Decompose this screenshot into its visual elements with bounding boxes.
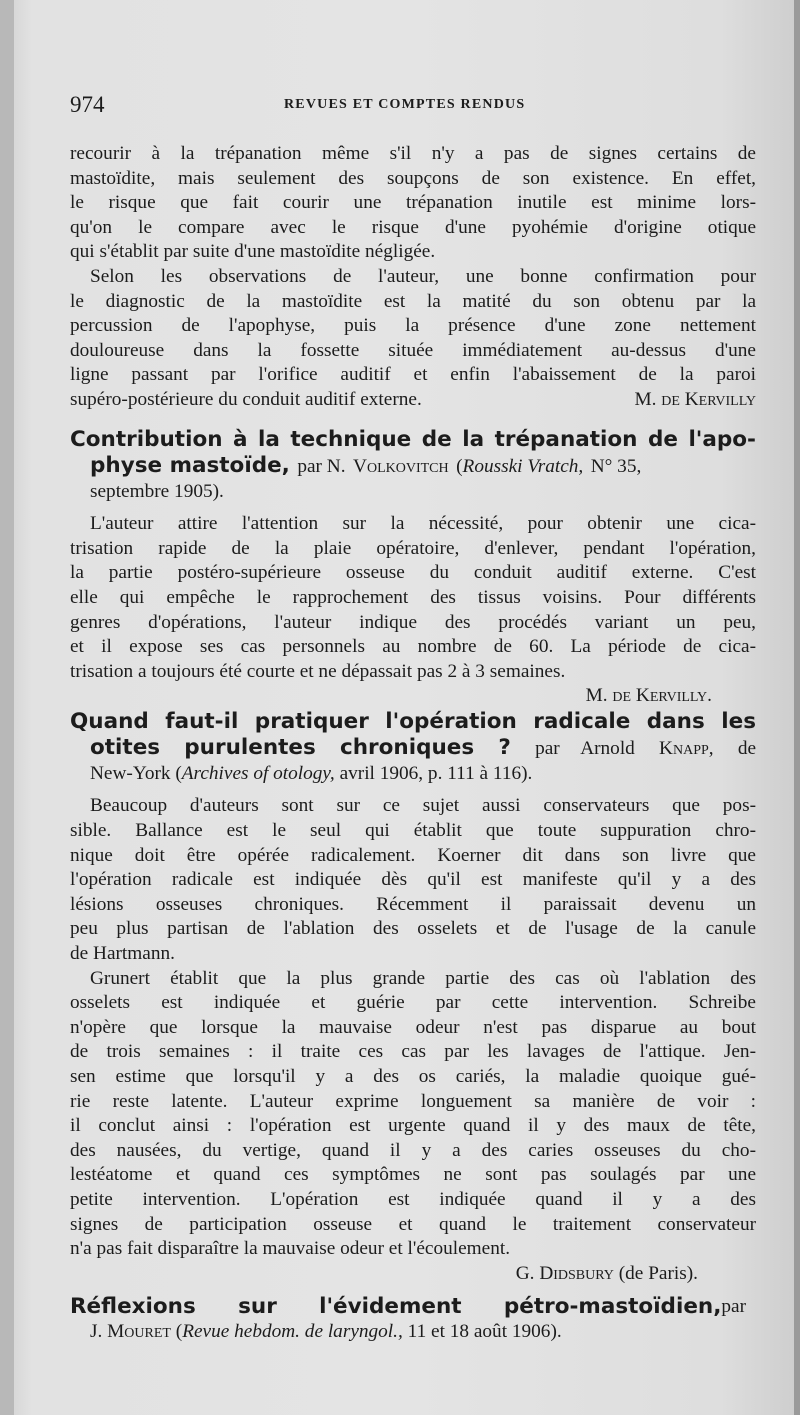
text-line: ligne passant par l'orifice auditif et enfin l'abaissement de la paroi: [70, 364, 756, 386]
article-title-line: [70, 1294, 756, 1320]
text-line: n'a pas fait disparaître la mauvaise odeur et l'écoulement.: [70, 1238, 511, 1260]
intro-section: [70, 142, 756, 413]
title-fragment: physe mastoïde,: [90, 452, 290, 478]
text-line: lestéatome et quand ces symptômes ne sont pas soulagés par une: [70, 1164, 756, 1186]
place: New-York (: [90, 762, 182, 784]
signature-name: Didsbury: [539, 1262, 614, 1284]
article-title: Réflexions sur l'évidement pétro-mastoïdien,: [70, 1294, 722, 1320]
text-line: Grunert établit que la plus grande partie des cas où l'ablation des: [90, 967, 756, 989]
article-title-continued: physe mastoïde, par N. Volkovitch (Rousski Vratch, N° 35,: [90, 452, 642, 478]
scan-edge-right: [794, 0, 800, 1415]
source-journal: Rousski Vratch,: [462, 455, 584, 477]
article-title: Contribution à la technique de la trépanation de l'apo-: [70, 426, 756, 452]
signature: M. de Kervilly: [634, 388, 756, 410]
source-line: [70, 1320, 756, 1345]
text-line: sen estime que lorsqu'il y a des os cariés, la maladie quoique gué-: [70, 1066, 756, 1087]
source-journal: Revue hebdom. de laryngol.,: [182, 1321, 403, 1343]
byline-by: par N.: [297, 455, 346, 477]
title-fragment: otites purulentes chroniques ?: [90, 734, 511, 760]
text-line: la partie postéro-supérieure osseuse du conduit auditif externe. C'est: [70, 562, 756, 584]
text-line: sible. Ballance est le seul qui établit que toute suppuration chro-: [70, 820, 756, 842]
signature-initial: G.: [515, 1262, 535, 1284]
text-line: n'opère que lorsque la mauvaise odeur n'est pas disparue au bout: [70, 1016, 756, 1038]
author: Volkovitch: [353, 455, 449, 477]
byline-by: par: [721, 1296, 746, 1318]
text-line: de Hartmann.: [70, 943, 175, 965]
text-line: douloureuse dans la fossette située immédiatement au-dessus d'une: [70, 339, 756, 361]
text-line: elle qui empêche le rapprochement des tissus voisins. Pour différents: [70, 586, 756, 608]
article-title-continued: [70, 735, 756, 762]
text-line: le diagnostic de la mastoïdite est la matité du son obtenu par la: [70, 290, 756, 312]
issue-number: N° 35,: [590, 455, 642, 477]
text-line: lésions osseuses chroniques. Récemment il paraissait devenu un: [70, 893, 756, 915]
signature: [70, 1262, 756, 1287]
text-line: recourir à la trépanation même s'il n'y a pas de signes certains de: [70, 143, 756, 164]
text-line: il conclut ainsi : l'opération est urgente quand il y des maux de tête,: [70, 1115, 756, 1137]
text-line: le risque que fait courir une trépanation inutile est minime lors-: [70, 192, 756, 214]
text-line: genres d'opérations, l'auteur indique des procédés variant un peu,: [70, 611, 756, 633]
text-line: de trois semaines : il traite ces cas par les lavages de l'attique. Jen-: [70, 1041, 756, 1063]
text-line-with-signature: [70, 388, 756, 413]
text-line: petite intervention. L'opération est indiquée quand il y a des: [70, 1188, 756, 1210]
page-body: [70, 142, 756, 1345]
signature-place: (de Paris).: [618, 1262, 698, 1284]
author: Knapp,: [659, 737, 714, 759]
text-line: Selon les observations de l'auteur, une bonne confirmation pour: [90, 265, 756, 287]
text-line: percussion de l'apophyse, puis la présence d'une zone nettement: [70, 315, 756, 337]
reference: 11 et 18 août 1906).: [407, 1321, 562, 1343]
article-title: Quand faut-il pratiquer l'opération radicale dans les: [70, 708, 756, 734]
text-line: qu'on le compare avec le risque d'une pyohémie d'origine otique: [70, 216, 756, 238]
text-line: et il expose ses cas personnels au nombre de 60. La période de cica-: [70, 636, 756, 658]
text-fragment: supéro-postérieure du conduit auditif externe.: [70, 388, 422, 410]
text-line: L'auteur attire l'attention sur la nécessité, pour obtenir une cica-: [90, 513, 756, 535]
text-line: Beaucoup d'auteurs sont sur ce sujet aussi conservateurs que pos-: [90, 795, 756, 817]
scan-edge-left: [0, 0, 14, 1415]
reference: avril 1906, p. 111 à 116).: [339, 762, 533, 784]
text-line: trisation a toujours été courte et ne dépassait pas 2 à 3 semaines.: [70, 660, 566, 682]
source-journal: Archives of otology,: [181, 762, 335, 784]
publication-date: septembre 1905).: [90, 480, 224, 502]
signature: M. de Kervilly.: [585, 685, 712, 707]
author: J. Mouret: [90, 1321, 171, 1343]
text-line: trisation rapide de la plaie opératoire, d'enlever, pendant l'opération,: [70, 537, 756, 559]
source-line: [70, 762, 756, 787]
article-radical-operation: [70, 709, 756, 1286]
source-open: (: [175, 1321, 183, 1343]
text-line: des nausées, du vertige, quand il y a des caries osseuses du cho-: [70, 1139, 756, 1161]
article-trepanation: [70, 427, 756, 709]
text-line: osselets est indiquée et guérie par cette intervention. Schreibe: [70, 992, 756, 1014]
page-number: 974: [70, 92, 105, 117]
text-line: mastoïdite, mais seulement des soupçons de son existence. En effet,: [70, 167, 756, 189]
text-line: qui s'établit par suite d'une mastoïdite négligée.: [70, 241, 436, 263]
running-title: REVUES ET COMPTES RENDUS: [284, 97, 526, 112]
text-line: signes de participation osseuse et quand le traitement conservateur: [70, 1213, 756, 1235]
page-header: [70, 92, 760, 118]
text-line: peu plus partisan de l'ablation des osselets et de l'usage de la canule: [70, 918, 756, 940]
text-line: l'opération radicale est indiquée dès qu'il est manifeste qu'il y a des: [70, 869, 756, 891]
text-line: nique doit être opérée radicalement. Koerner dit dans son livre que: [70, 844, 756, 866]
text-line: rie reste latente. L'auteur exprime longuement sa manière de voir :: [70, 1090, 756, 1112]
byline-by: par Arnold: [535, 737, 635, 759]
byline-fragment: de: [737, 737, 757, 759]
article-evidement: [70, 1294, 756, 1345]
